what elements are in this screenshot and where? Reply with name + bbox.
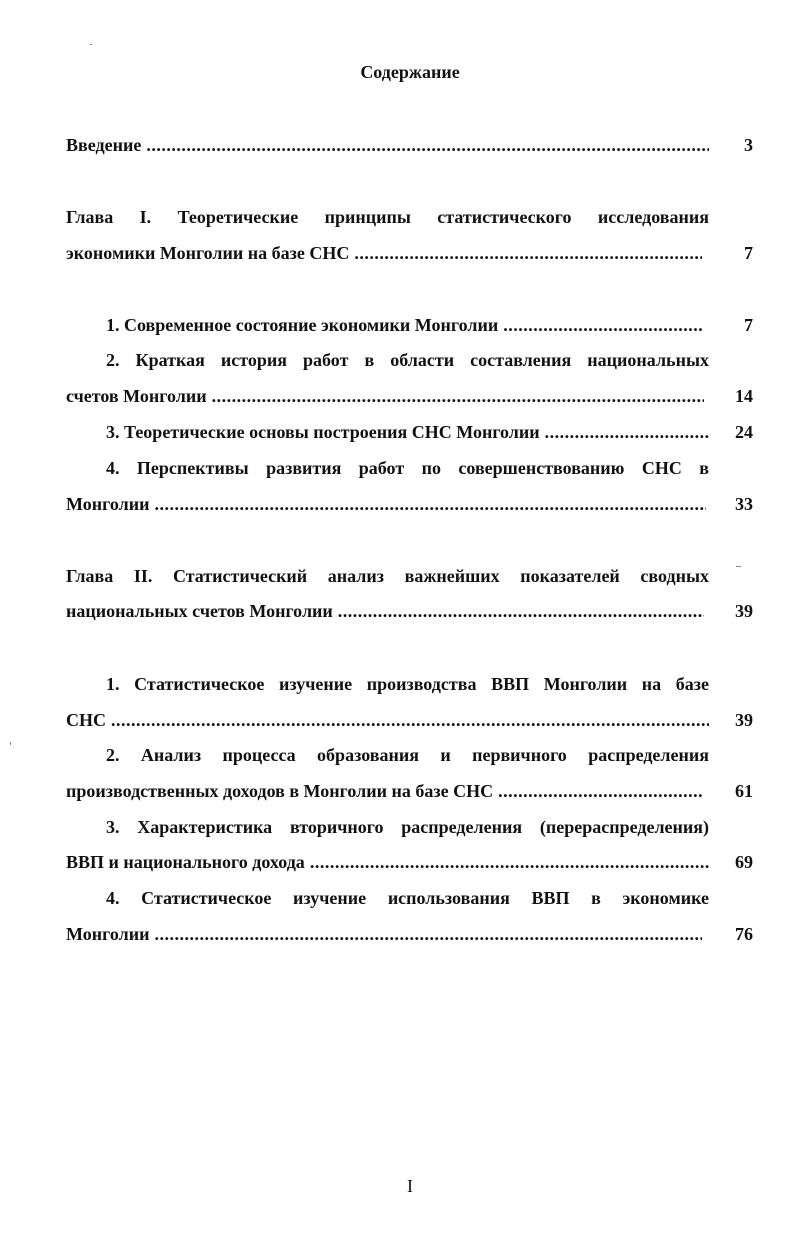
- toc-page-number: 33: [735, 494, 753, 514]
- toc-entry-section-2-1-cont[interactable]: [66, 709, 709, 731]
- toc-page-number: 39: [735, 710, 753, 730]
- toc-entry-text: счетов Монголии .....: [66, 385, 704, 407]
- page-title: Содержание: [360, 62, 460, 82]
- toc-entry-text: 2. Анализ процесса образования и первичного распределения: [106, 745, 709, 765]
- toc-entry-section-2-3[interactable]: [106, 816, 709, 838]
- toc-entry-text: 4. Перспективы развития работ по совершенствованию СНС в: [106, 458, 709, 478]
- toc-entry-chapter-2-cont[interactable]: [66, 600, 704, 622]
- page-folio: I: [407, 1176, 413, 1196]
- toc-page-number: 7: [744, 315, 753, 335]
- toc-entry-text: 1. Статистическое изучение производства ВВП Монголии на базе: [106, 674, 709, 694]
- toc-entry-text: экономики Монголии на базе СНС .....: [66, 242, 702, 264]
- toc-entry-section-2-3-cont[interactable]: [66, 851, 709, 873]
- toc-entry-section-1-4-cont[interactable]: [66, 493, 706, 515]
- scan-speck: [736, 566, 741, 567]
- scan-speck: [90, 44, 92, 45]
- toc-page-number: 3: [744, 135, 753, 155]
- toc-entry-section-1-2-cont[interactable]: [66, 385, 704, 407]
- toc-entry-text: национальных счетов Монголии .....: [66, 600, 704, 622]
- toc-entry-section-2-2-cont[interactable]: [66, 780, 704, 802]
- toc-page-number: 24: [735, 422, 753, 442]
- toc-entry-text: Монголии .....: [66, 923, 702, 945]
- toc-entry-section-1-3[interactable]: [106, 421, 709, 443]
- toc-entry-chapter-1[interactable]: [66, 206, 709, 228]
- toc-entry-text: Глава II. Статистический анализ важнейших показателей сводных: [66, 566, 709, 586]
- toc-entry-text: СНС .....: [66, 709, 709, 731]
- toc-entry-text: 2. Краткая история работ в области составления национальных: [106, 350, 709, 370]
- toc-entry-section-2-2[interactable]: [106, 744, 709, 766]
- toc-entry-text: Глава I. Теоретические принципы статистического исследования: [66, 207, 709, 227]
- toc-entry-section-2-1[interactable]: [106, 673, 709, 695]
- toc-entry-chapter-1-cont[interactable]: [66, 242, 702, 264]
- toc-entry-text: Монголии .....: [66, 493, 706, 515]
- toc-entry-text: 1. Современное состояние экономики Монголии .....: [106, 314, 702, 336]
- toc-page-number: 76: [735, 924, 753, 944]
- toc-entry-text: 3. Теоретические основы построения СНС Монголии .....: [106, 421, 709, 443]
- toc-entry-text: производственных доходов в Монголии на базе СНС .....: [66, 780, 704, 802]
- toc-page-number: 61: [735, 781, 753, 801]
- toc-entry-section-1-1[interactable]: [106, 314, 702, 336]
- toc-entry-text: Введение .....: [66, 134, 709, 156]
- toc-page-number: 7: [744, 243, 753, 263]
- toc-page-number: 39: [735, 601, 753, 621]
- toc-entry-chapter-2[interactable]: [66, 565, 709, 587]
- toc-entry-section-2-4[interactable]: [106, 887, 709, 909]
- toc-entry-section-2-4-cont[interactable]: [66, 923, 702, 945]
- toc-entry-introduction[interactable]: [66, 134, 709, 156]
- toc-entry-section-1-4[interactable]: [106, 457, 709, 479]
- toc-entry-section-1-2[interactable]: [106, 349, 709, 371]
- scan-speck: [10, 742, 11, 745]
- toc-entry-text: 4. Статистическое изучение использования ВВП в экономике: [106, 888, 709, 908]
- toc-page-number: 69: [735, 852, 753, 872]
- toc-entry-text: ВВП и национального дохода .....: [66, 851, 709, 873]
- toc-page-number: 14: [735, 386, 753, 406]
- toc-entry-text: 3. Характеристика вторичного распределения (перераспределения): [106, 817, 709, 837]
